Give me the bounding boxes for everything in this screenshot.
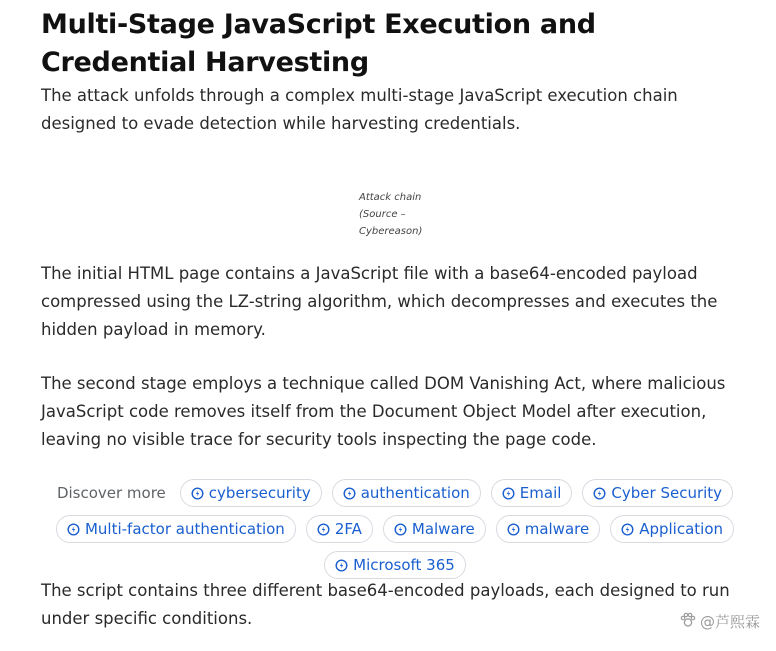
paw-icon [679, 612, 697, 632]
topic-chip-microsoft-365[interactable] [324, 551, 466, 579]
search-circle-icon [394, 523, 407, 536]
chip-label: Multi-factor authentication [84, 520, 285, 538]
search-circle-icon [67, 523, 80, 536]
topic-chip-multi-factor-authentication[interactable] [56, 515, 296, 543]
topic-chip-email[interactable] [491, 479, 573, 507]
topic-chip-cybersecurity[interactable] [180, 479, 322, 507]
search-circle-icon [593, 487, 606, 500]
chip-label: Microsoft 365 [353, 556, 455, 574]
paragraph-dom-vanishing: The second stage employs a technique called DOM Vanishing Act, where malicious JavaScript code removes itself from the Document Object Model after execution, leaving no visible trace for security tools inspecting the page code. [41, 374, 726, 449]
discover-row [55, 478, 735, 508]
discover-row [55, 550, 735, 580]
chip-label: Application [639, 520, 724, 538]
topic-chip-malware-capitalized[interactable] [383, 515, 486, 543]
search-circle-icon [621, 523, 634, 536]
article [41, 0, 731, 138]
search-circle-icon [335, 559, 348, 572]
discover-more-label: Discover more [56, 484, 166, 502]
watermark-text: @芦熙霖 [699, 613, 760, 631]
topic-chip-cyber-security[interactable] [582, 479, 733, 507]
chip-label: Cyber Security [611, 484, 723, 502]
search-circle-icon [317, 523, 330, 536]
paragraph-initial-html: The initial HTML page contains a JavaScript file with a base64-encoded payload compressed using the LZ-string algorithm, which decompresses and executes the hidden payload in memory. [41, 264, 718, 339]
search-circle-icon [502, 487, 515, 500]
chip-label: authentication [360, 484, 470, 502]
chip-label: malware [524, 520, 590, 538]
topic-chip-application[interactable] [610, 515, 734, 543]
article-title: Multi-Stage JavaScript Execution and Credential Harvesting [41, 9, 596, 78]
topic-chip-2fa[interactable] [306, 515, 373, 543]
paragraph-intro: The attack unfolds through a complex multi-stage JavaScript execution chain designed to evade detection while harvesting credentials. [41, 86, 678, 133]
chip-label: Malware [411, 520, 475, 538]
chip-label: cybersecurity [208, 484, 311, 502]
search-circle-icon [191, 487, 204, 500]
search-circle-icon [343, 487, 356, 500]
chip-label: 2FA [334, 520, 362, 538]
paragraph-three-payloads: The script contains three different base64-encoded payloads, each designed to run under specific conditions. [41, 581, 730, 628]
image-caption: Attack chain (Source – Cybereason) [359, 192, 423, 237]
discover-row [55, 514, 735, 544]
chip-label: Email [519, 484, 562, 502]
discover-more-section [55, 478, 735, 586]
topic-chip-authentication[interactable] [332, 479, 481, 507]
topic-chip-malware[interactable] [496, 515, 601, 543]
watermark [679, 611, 760, 632]
search-circle-icon [507, 523, 520, 536]
